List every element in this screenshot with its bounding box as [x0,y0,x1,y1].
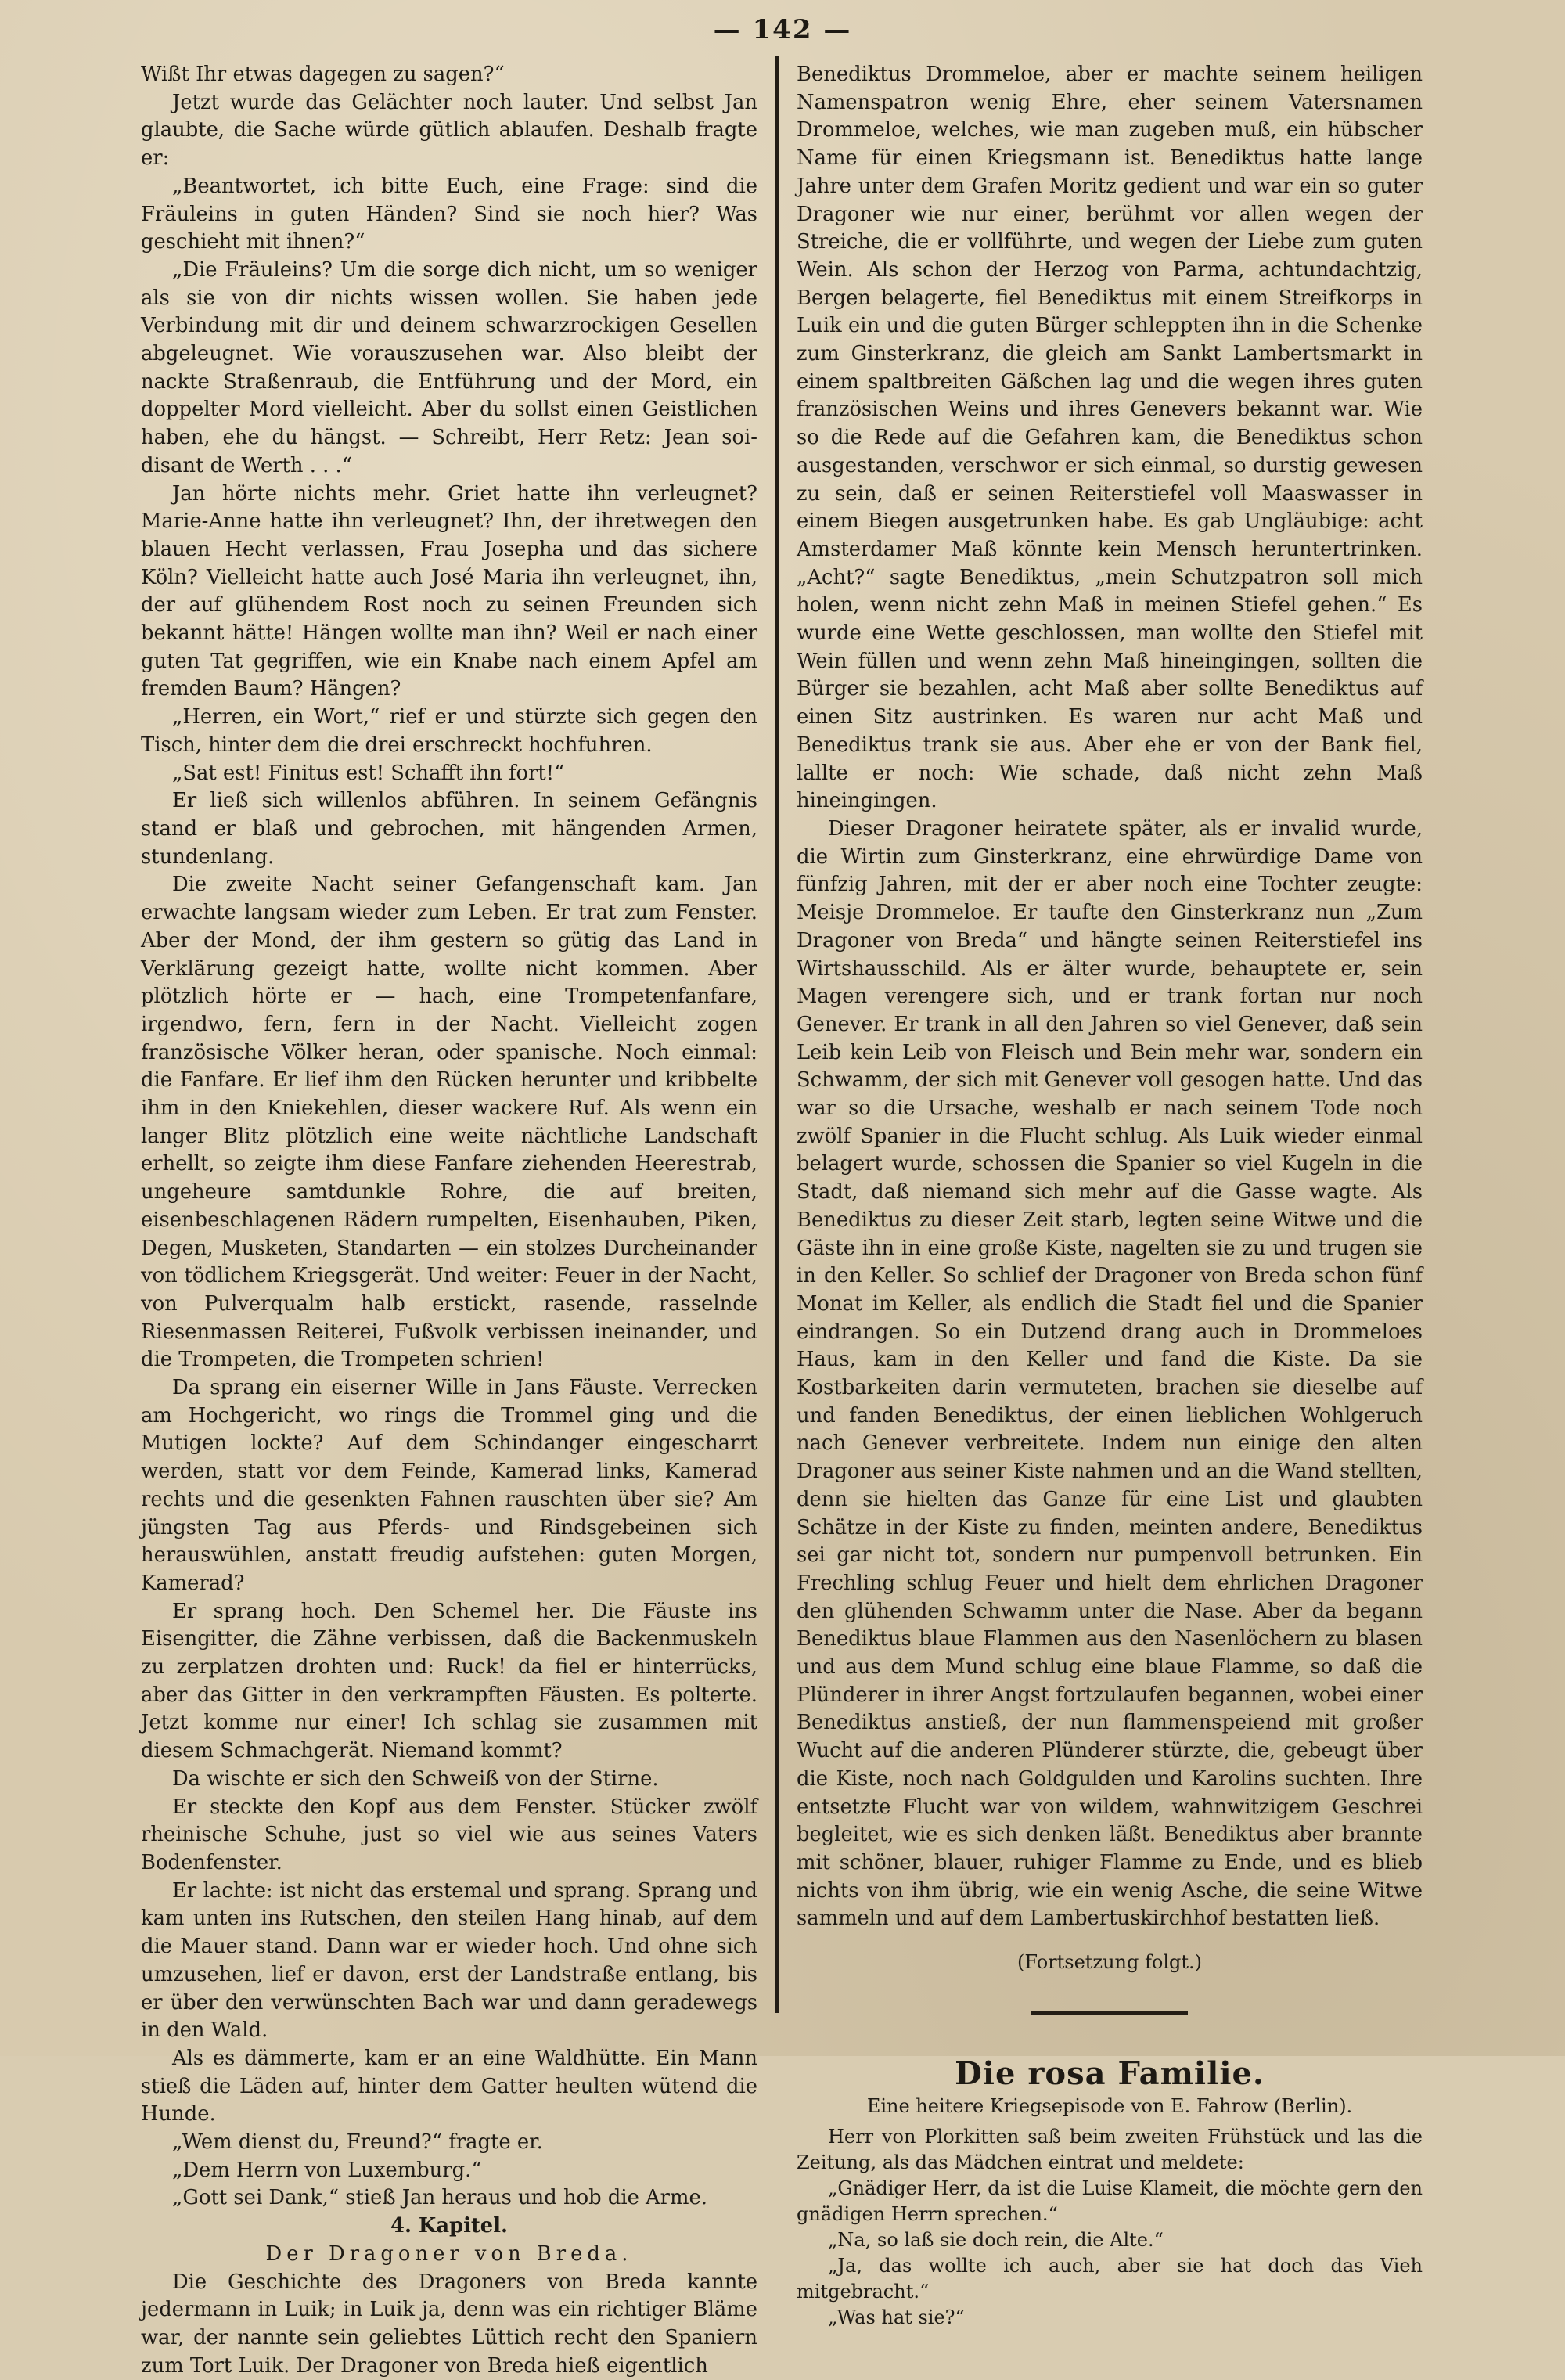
paragraph: Da wischte er sich den Schweiß von der Stirne. [172,1766,659,1791]
paragraph: „Gott sei Dank,“ stieß Jan heraus und hob die Arme. [172,2186,707,2210]
paragraph: Wißt Ihr etwas dagegen zu sagen?“ [141,63,505,86]
chapter-heading: 4. Kapitel. [390,2214,508,2238]
paragraph: „Dem Herrn von Luxemburg.“ [172,2158,482,2182]
chapter-title: Der Dragoner von Breda. [265,2241,633,2266]
paragraph: Als es dämmerte, kam er an eine Waldhütte. Ein Mann stieß die Läden auf, hinter dem Gatter heulten wütend die Hunde. [141,2046,757,2126]
story-title: Die rosa Familie. [955,2054,1265,2092]
paragraph: Dieser Dragoner heiratete später, als er invalid wurde, die Wirtin zum Ginsterkranz, eine ehrwürdige Dame von fünfzig Jahren, mit der er aber noch eine Tochter zeugte: Meisje Drommeloe. Er taufte den Ginsterkranz nun „Zum Dragoner von Breda“ und hängte seinen Reiterstiefel ins Wirtshausschild. Als er älter wurde, behauptete er, sein Magen verengere sich, und er trank fortan nur noch Genever. Er trank in all den Jahren so viel Genever, daß sein Leib kein Leib von Fleisch und Bein mehr war, sondern ein Schwamm, der sich mit Genever voll gesogen hatte. Und das war so die Ursache, weshalb er nach seinem Tode noch zwölf Spanier in die Flucht schlug. Als Luik wieder einmal belagert wurde, schossen die Spanier so viel Kugeln in die Stadt, daß niemand sich mehr auf die Gasse wagte. Als Benediktus zu dieser Zeit starb, legten seine Witwe und die Gäste ihn in eine große Kiste, nagelten sie zu und trugen sie in den Keller. So schlief der Dragoner von Breda schon fünf Monat im Keller, als endlich die Stadt fiel und die Spanier eindrangen. So ein Dutzend drang auch in Drommeloes Haus, kam in den Keller und fand die Kiste. Da sie Kostbarkeiten darin vermuteten, brachen sie dieselbe auf und fanden Benediktus, der einen lieblichen Wohlgeruch nach Genever verbreitete. Indem nun einige den alten Dragoner aus seiner Kiste nahmen und an die Wand stellten, denn sie hielten das Ganze für eine List und glaubten Schätze in der Kiste zu finden, meinten andere, Benediktus sei gar nicht tot, sondern nur pumpenvoll betrunken. Ein Frechling schlug Feuer und hielt dem ehrlichen Dragoner den glühenden Schwamm unter die Nase. Aber da begann Benediktus blaue Flammen aus den Nasenlöchern zu blasen und aus dem Mund schlug eine blaue Flamme, so daß die Plünderer in ihrer Angst fortzulaufen begannen, wobei einer Benediktus anstieß, der nun flammenspeiend mit großer Wucht auf die anderen Plünderer stürzte, die, gebeugt über die Kiste, noch nach Goldgulden und Karolins suchten. Ihre entsetzte Flucht war von wildem, wahnwitzigem Geschrei begleitet, wie es sich denken läßt. Benediktus aber brannte mit schöner, blauer, ruhiger Flamme zu Ende, und es blieb nichts von ihm übrig, wie ein wenig Asche, die seine Witwe sammeln und auf dem Lambertuskirchhof bestatten ließ. [797,816,1423,1931]
paragraph: „Die Fräuleins? Um die sorge dich nicht, um so weniger als sie von dir nichts wissen wollen. Sie haben jede Verbindung mit dir und deinem schwarzrockigen Gesellen abgeleugnet. Wie vorauszusehen war. Also bleibt der nackte Straßenraub, die Entführung und der Mord, ein doppelter Mord vielleicht. Aber du sollst einen Geistlichen haben, ehe du hängst. — Schreibt, Herr Retz: Jean soi-disant de Werth . . .“ [141,257,757,477]
continuation-note: (Fortsetzung folgt.) [1017,1951,1202,1974]
paragraph: Benediktus Drommeloe, aber er machte seinem heiligen Namenspatron wenig Ehre, eher seinem Vatersnamen Drommeloe, welches, wie man zugeben muß, ein hübscher Name für einen Kriegsmann ist. Benediktus hatte lange Jahre unter dem Grafen Moritz gedient und war ein so guter Dragoner wie nur einer, berühmt vor allen wegen der Streiche, die er vollführte, und wegen der Liebe zum guten Wein. Als schon der Herzog von Parma, achtundachtzig, Bergen belagerte, fiel Benediktus mit einem Streifkorps in Luik ein und die guten Bürger schleppten ihn in die Schenke zum Ginsterkranz, die gleich am Sankt Lambertsmarkt in einem spaltbreiten Gäßchen lag und die wegen ihres guten französischen Weins und ihres Genevers bekannt war. Wie so die Rede auf die Gefahren kam, die Benediktus schon ausgestanden, verschwor er sich einmal, so durstig gewesen zu sein, daß er seinen Reiterstiefel voll Maaswasser in einem Biegen ausgetrunken habe. Es gab Ungläubige: acht Amsterdamer Maß könnte kein Mensch heruntertrinken. „Acht?“ sagte Benediktus, „mein Schutzpatron soll mich holen, wenn nicht zehn Maß in meinen Stiefel gehen.“ Es wurde eine Wette geschlossen, man wollte den Stiefel mit Wein füllen und wenn zehn Maß hineingingen, sollten die Bürger sie bezahlen, acht Maß aber sollte Benediktus auf einen Sitz austrinken. Es waren nur acht Maß und Benediktus trank sie aus. Aber ehe er von der Bank fiel, lallte er noch: Wie schade, daß nicht zehn Maß hineingingen. [797,63,1423,813]
paragraph: Jetzt wurde das Gelächter noch lauter. Und selbst Jan glaubte, die Sache würde gütlich ablaufen. Deshalb fragte er: [141,90,757,171]
paragraph: „Ja, das wollte ich auch, aber sie hat doch das Vieh mitgebracht.“ [797,2254,1423,2303]
paragraph: Da sprang ein eiserner Wille in Jans Fäuste. Verrecken am Hochgericht, wo rings die Trommel ging und die Mutigen lockte? Auf dem Schindanger eingescharrt werden, statt vor dem Feinde, Kamerad links, Kamerad rechts und die gesenkten Fahnen rauschten über sie? Am jüngsten Tag aus Pferds- und Rindsgebeinen sich herauswühlen, anstatt freudig aufstehen: guten Morgen, Kamerad? [141,1376,757,1595]
paragraph: „Gnädiger Herr, da ist die Luise Klameit, die möchte gern den gnädigen Herrn sprechen.“ [797,2177,1423,2225]
story-subtitle: Eine heitere Kriegsepisode von E. Fahrow (Berlin). [866,2094,1353,2117]
column-divider [775,56,779,2013]
paragraph: Er ließ sich willenlos abführen. In seinem Gefängnis stand er blaß und gebrochen, mit hängenden Armen, stundenlang. [141,789,757,869]
page-number: — 142 — [713,14,852,45]
paragraph: Er lachte: ist nicht das erstemal und sprang. Sprang und kam unten ins Rutschen, den steilen Hang hinab, auf dem die Mauer stand. Dann war er wieder hoch. Und ohne sich umzusehen, lief er davon, erst der Landstraße entlang, bis er über den verwünschten Bach war und dann geradewegs in den Wald. [141,1878,757,2043]
paragraph: „Beantwortet, ich bitte Euch, eine Frage: sind die Fräuleins in guten Händen? Sind sie noch hier? Was geschieht mit ihnen?“ [141,174,757,254]
paragraph: „Wem dienst du, Freund?“ fragte er. [172,2130,543,2155]
paragraph: Herr von Plorkitten saß beim zweiten Frühstück und las die Zeitung, als das Mädchen eintrat und meldete: [797,2125,1423,2173]
paragraph: Die Geschichte des Dragoners von Breda kannte jedermann in Luik; in Luik ja, denn was ein richtiger Bläme war, der nannte sein geliebtes Lüttich recht den Spaniern zum Tort Luik. Der Dragoner von Breda hieß eigentlich [141,2270,757,2378]
paragraph: „Sat est! Finitus est! Schafft ihn fort!“ [172,761,565,785]
paragraph: Jan hörte nichts mehr. Griet hatte ihn verleugnet? Marie-Anne hatte ihn verleugnet? Ihn, der ihretwegen den blauen Hecht verlassen, Frau Josepha und das sichere Köln? Vielleicht hatte auch José Maria ihn verleugnet, ihn, der auf glühendem Rost noch zu seinen Freunden sich bekannt hätte! Hängen wollte man ihn? Weil er nach einer guten Tat gegriffen, wie ein Knabe nach einem Apfel am fremden Baum? Hängen? [141,481,757,701]
paragraph: Er steckte den Kopf aus dem Fenster. Stücker zwölf rheinische Schuhe, just so viel wie aus seines Vaters Bodenfenster. [141,1795,757,1874]
paragraph: „Na, so laß sie doch rein, die Alte.“ [828,2228,1164,2251]
section-rule [1031,2011,1188,2015]
paragraph: „Herren, ein Wort,“ rief er und stürzte sich gegen den Tisch, hinter dem die drei erschreckt hochfuhren. [141,705,757,757]
left-column [141,61,757,2378]
paragraph: Die zweite Nacht seiner Gefangenschaft kam. Jan erwachte langsam wieder zum Leben. Er trat zum Fenster. Aber der Mond, der ihm gestern so gütig das Land in Verklärung gezeigt hatte, wollte nicht kommen. Aber plötzlich hörte er — hach, eine Trompetenfanfare, irgendwo, fern, fern in der Nacht. Vielleicht zogen französische Völker heran, oder spanische. Noch einmal: die Fanfare. Er lief ihm den Rücken herunter und kribbelte ihm in den Kniekehlen, dieser wackere Ruf. Als wenn ein langer Blitz plötzlich eine weite nächtliche Landschaft erhellt, so zeigte ihm diese Fanfare ziehenden Heerestrab, ungeheure samtdunkle Rohre, die auf breiten, eisenbeschlagenen Rädern rumpelten, Eisenhauben, Piken, Degen, Musketen, Standarten — ein stolzes Durcheinander von tödlichem Kriegsgerät. Und weiter: Feuer in der Nacht, von Pulverqualm halb erstickt, rasende, rasselnde Riesenmassen Reiterei, Fußvolk verbissen ineinander, und die Trompeten, die Trompeten schrien! [141,873,757,1372]
paragraph: „Was hat sie?“ [828,2306,965,2328]
right-column [797,61,1423,2328]
paragraph: Er sprang hoch. Den Schemel her. Die Fäuste ins Eisengitter, die Zähne verbissen, daß die Backenmuskeln zu zerplatzen drohten und: Ruck! da fiel er hinterrücks, aber das Gitter in den verkrampften Fäusten. Es polterte. Jetzt komme nur einer! Ich schlag sie zusammen mit diesem Schmachgerät. Niemand kommt? [141,1599,757,1763]
